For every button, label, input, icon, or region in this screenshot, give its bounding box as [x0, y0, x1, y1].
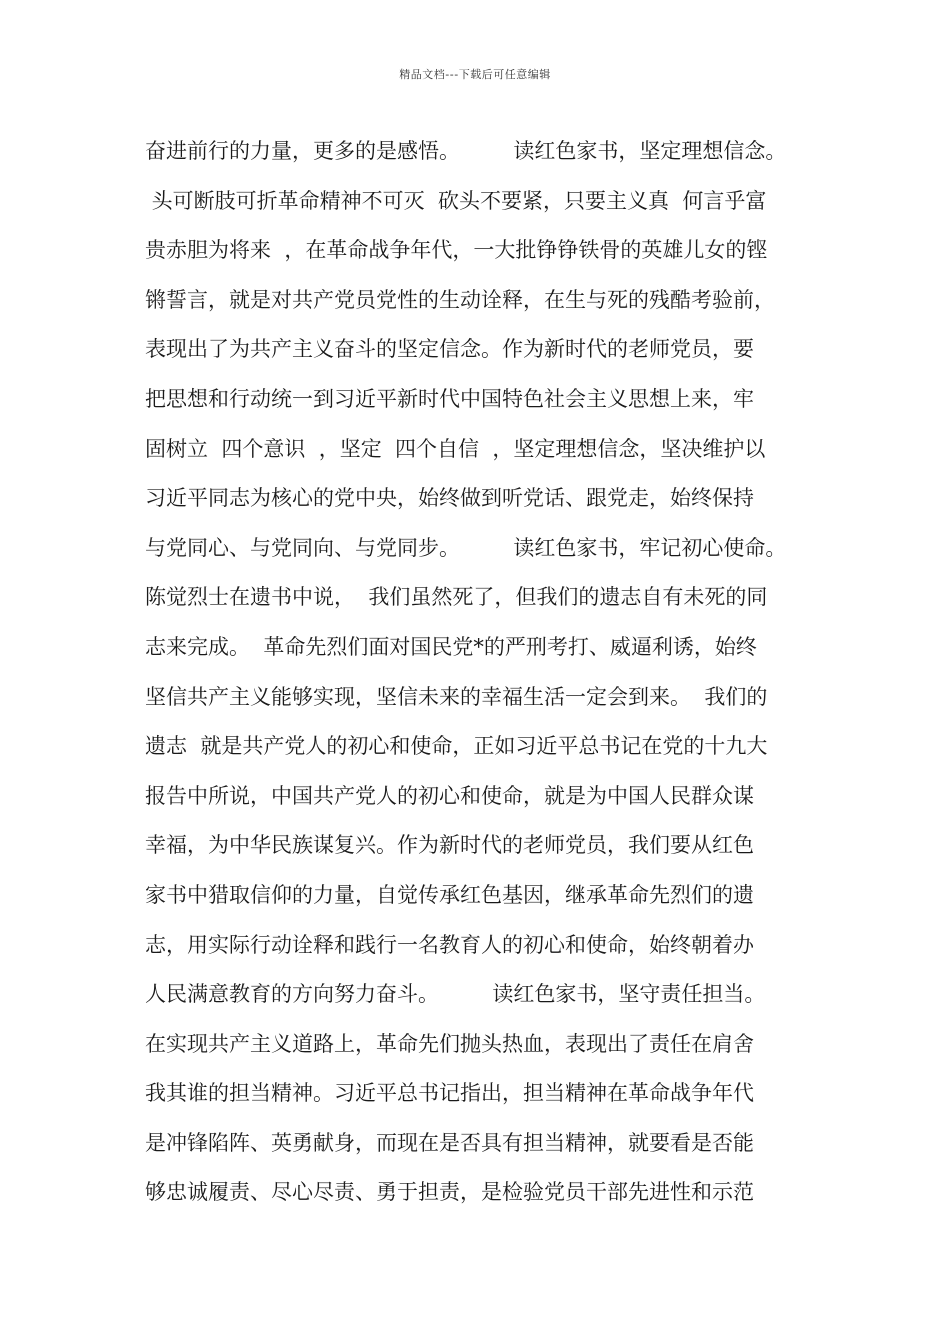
text-line: 贵赤胆为将来 ，在革命战争年代，一大批铮铮铁骨的英雄儿女的铿: [145, 238, 768, 263]
text-line: 与党同心、与党同向、与党同步。 读红色家书，牢记初心使命。: [145, 535, 787, 560]
text-line: 是冲锋陷阵、英勇献身，而现在是否具有担当精神，就要看是否能: [145, 1130, 754, 1155]
text-line: 志，用实际行动诠释和践行一名教育人的初心和使命，始终朝着办: [145, 932, 754, 957]
text-line: 志来完成。 革命先烈们面对国民党*的严刑考打、威逼利诱，始终: [145, 634, 757, 659]
text-line: 家书中猎取信仰的力量，自觉传承红色基因，继承革命先烈们的遗: [145, 882, 754, 907]
text-line: 固树立 四个意识 ，坚定 四个自信 ，坚定理想信念，坚决维护以: [145, 436, 766, 461]
text-line: 头可断肢可折革命精神不可灭 砍头不要紧，只要主义真 何言乎富: [145, 188, 767, 213]
text-line: 在实现共产主义道路上，革命先们抛头热血，表现出了责任在肩舍: [145, 1031, 754, 1056]
text-line: 习近平同志为核心的党中央，始终做到听党话、跟党走，始终保持: [145, 486, 754, 511]
text-line: 够忠诚履责、尽心尽责、勇于担责，是检验党员干部先进性和示范: [145, 1180, 754, 1205]
text-line: 把思想和行动统一到习近平新时代中国特色社会主义思想上来，牢: [145, 386, 754, 411]
text-line: 幸福，为中华民族谋复兴。作为新时代的老师党员，我们要从红色: [145, 833, 754, 858]
text-line: 陈觉烈士在遗书中说， 我们虽然死了，但我们的遗志自有未死的同: [145, 585, 768, 610]
text-line: 报告中所说，中国共产党人的初心和使命，就是为中国人民群众谋: [145, 783, 754, 808]
text-line: 我其谁的担当精神。习近平总书记指出，担当精神在革命战争年代: [145, 1081, 754, 1106]
text-line: 人民满意教育的方向努力奋斗。 读红色家书，坚守责任担当。: [145, 982, 766, 1007]
text-line: 锵誓言，就是对共产党员党性的生动诠释，在生与死的残酷考验前，: [145, 287, 775, 312]
body-text: [145, 131, 835, 1222]
text-line: 表现出了为共产主义奋斗的坚定信念。作为新时代的老师党员，要: [145, 337, 754, 362]
text-line: 坚信共产主义能够实现，坚信未来的幸福生活一定会到来。 我们的: [145, 684, 768, 709]
text-line: 奋进前行的力量，更多的是感悟。 读红色家书，坚定理想信念。: [145, 139, 787, 163]
text-line: 遗志 就是共产党人的初心和使命，正如习近平总书记在党的十九大: [145, 734, 768, 759]
page-header: 精品文档---下载后可任意编辑: [399, 68, 551, 81]
